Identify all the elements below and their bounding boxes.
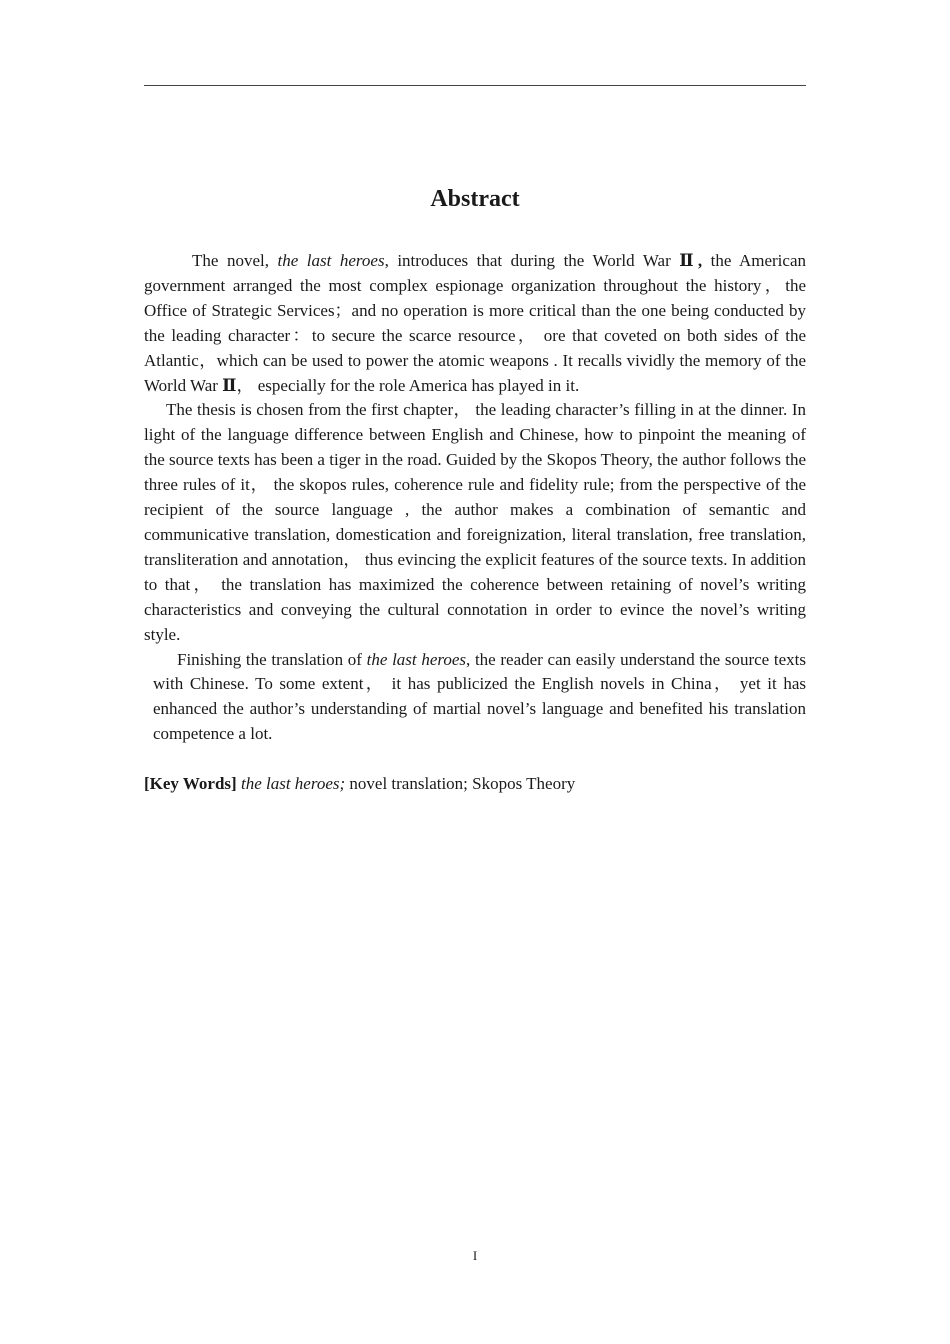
paragraph-1-intro: The novel, — [192, 251, 278, 270]
paragraph-1-text-b: the American government arranged the most complex espionage organization throughout the history，the Office of Strategic Services；and no operation is more critical than the one being conducted by the leading character：to secure the scarce resource， ore that coveted on both sides of the Atlantic，which can be used to power the atomic weapons . It recalls vividly the memory of the World War — [144, 251, 806, 395]
keywords-book-title: the last heroes; — [240, 774, 346, 794]
header-rule — [144, 85, 806, 86]
paragraph-1-text-c: ， especially for the role America has played in it. — [236, 375, 580, 395]
book-title: the last heroes — [366, 649, 467, 669]
keywords-rest: novel translation; Skopos Theory — [345, 774, 576, 794]
abstract-paragraph-1 — [144, 249, 806, 398]
paragraph-3-intro: Finishing the translation of — [177, 649, 367, 669]
abstract-paragraph-2: The thesis is chosen from the first chapter， the leading character’s filling in at the dinner. In light of the language difference between English and Chinese, how to pinpoint the meaning of the source texts has been a tiger in the road. Guided by the Skopos Theory, the author follows the three rules of it， the skopos rules, coherence rule and fidelity rule; from the perspective of the recipient of the source language , the author makes a combination of semantic and communicative translation, domestication and foreignization, literal translation, free translation, transliteration and annotation， thus evincing the explicit features of the source texts. In addition to that， the translation has maximized the coherence between retaining of novel’s writing characteristics and conveying the cultural connotation in order to evince the novel’s writing style. — [144, 400, 806, 644]
roman-numeral: Ⅱ — [222, 375, 237, 395]
paragraph-1-text-a: , introduces that during the World War — [384, 251, 680, 270]
roman-numeral: Ⅱ, — [679, 251, 703, 270]
keywords-label: [Key Words] — [144, 774, 237, 794]
abstract-body — [144, 249, 806, 797]
keywords-line — [144, 772, 806, 797]
abstract-paragraph-3 — [144, 648, 806, 748]
book-title: the last heroes — [277, 251, 385, 270]
paragraph-3-text: , the reader can easily understand the source texts with Chinese. To some extent， it has publicized the English novels in China， yet it has enhanced the author’s understanding of martial novel’s language and benefited his translation competence a lot. — [153, 649, 806, 744]
page-title: Abstract — [430, 186, 520, 212]
page-number: I — [472, 1248, 478, 1263]
